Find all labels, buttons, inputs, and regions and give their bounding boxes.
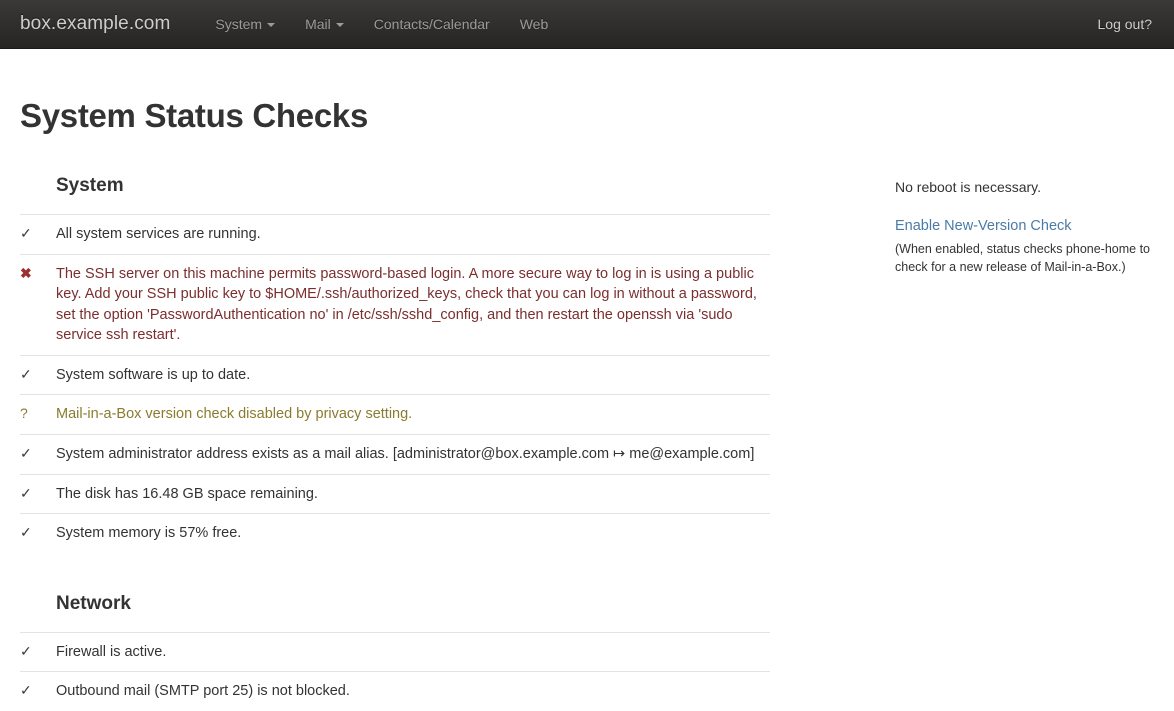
section-heading-network: Network	[56, 592, 131, 614]
status-check-message: System memory is 57% free.	[56, 514, 770, 553]
table-row	[20, 254, 770, 355]
table-row	[20, 632, 770, 672]
status-check-message: The disk has 16.48 GB space remaining.	[56, 474, 770, 514]
page-container	[0, 97, 1174, 711]
nav-item-system-label: System	[215, 15, 263, 32]
status-ok-icon: ✓	[20, 632, 56, 672]
table-row	[20, 672, 770, 711]
version-check-note: (When enabled, status checks phone-home to check for a new release of Mail-in-a-Box.)	[895, 242, 1151, 275]
status-ok-icon: ✓	[20, 214, 56, 254]
nav-item-web[interactable]: Web	[519, 15, 549, 32]
reboot-status-text: No reboot is necessary.	[895, 179, 1042, 195]
status-check-message: Firewall is active.	[56, 632, 770, 672]
status-warning-icon: ?	[20, 395, 56, 435]
page-title: System Status Checks	[20, 97, 368, 134]
status-error-icon: ✖	[20, 254, 56, 355]
table-row	[20, 214, 770, 254]
status-checks-column	[20, 169, 770, 711]
table-row	[20, 514, 770, 553]
status-check-message: All system services are running.	[56, 214, 770, 254]
brand-link[interactable]: box.example.com	[20, 13, 171, 34]
status-ok-icon: ✓	[20, 514, 56, 553]
status-check-message: The SSH server on this machine permits password-based login. A more secure way to log in is using a public key. Add your SSH public key to $HOME/.ssh/authorized_keys, check that you can log in without a password, set the option 'PasswordAuthentication no' in /etc/ssh/sshd_config, and then restart the openssh via 'sudo service ssh restart'.	[56, 254, 770, 355]
status-check-message: System administrator address exists as a mail alias. [administrator@box.example.com ↦ me@example.com]	[56, 435, 770, 475]
chevron-down-icon	[267, 23, 275, 27]
status-check-message: Outbound mail (SMTP port 25) is not blocked.	[56, 672, 770, 711]
status-check-message: Mail-in-a-Box version check disabled by privacy setting.	[56, 395, 770, 435]
enable-new-version-check-link[interactable]: Enable New-Version Check	[895, 218, 1072, 234]
table-row	[20, 435, 770, 475]
status-checks-table	[20, 169, 770, 711]
status-check-message: System software is up to date.	[56, 355, 770, 395]
table-row	[20, 355, 770, 395]
table-row	[20, 395, 770, 435]
nav-item-contacts-calendar[interactable]: Contacts/Calendar	[373, 15, 490, 32]
nav-item-mail[interactable]	[290, 0, 359, 49]
section-heading-row-system	[20, 169, 770, 214]
logout-link[interactable]: Log out?	[1097, 16, 1152, 32]
status-ok-icon: ✓	[20, 672, 56, 711]
sidebar-info-column	[770, 169, 1154, 711]
top-navbar	[0, 0, 1174, 49]
nav-item-mail-label: Mail	[305, 15, 331, 32]
nav-item-system[interactable]	[200, 0, 290, 49]
chevron-down-icon	[336, 23, 344, 27]
content-area	[20, 169, 1154, 711]
nav-items	[200, 0, 563, 48]
status-ok-icon: ✓	[20, 355, 56, 395]
status-ok-icon: ✓	[20, 435, 56, 475]
section-heading-row-network	[20, 553, 770, 632]
status-ok-icon: ✓	[20, 474, 56, 514]
table-row	[20, 474, 770, 514]
section-heading-system: System	[56, 175, 124, 196]
